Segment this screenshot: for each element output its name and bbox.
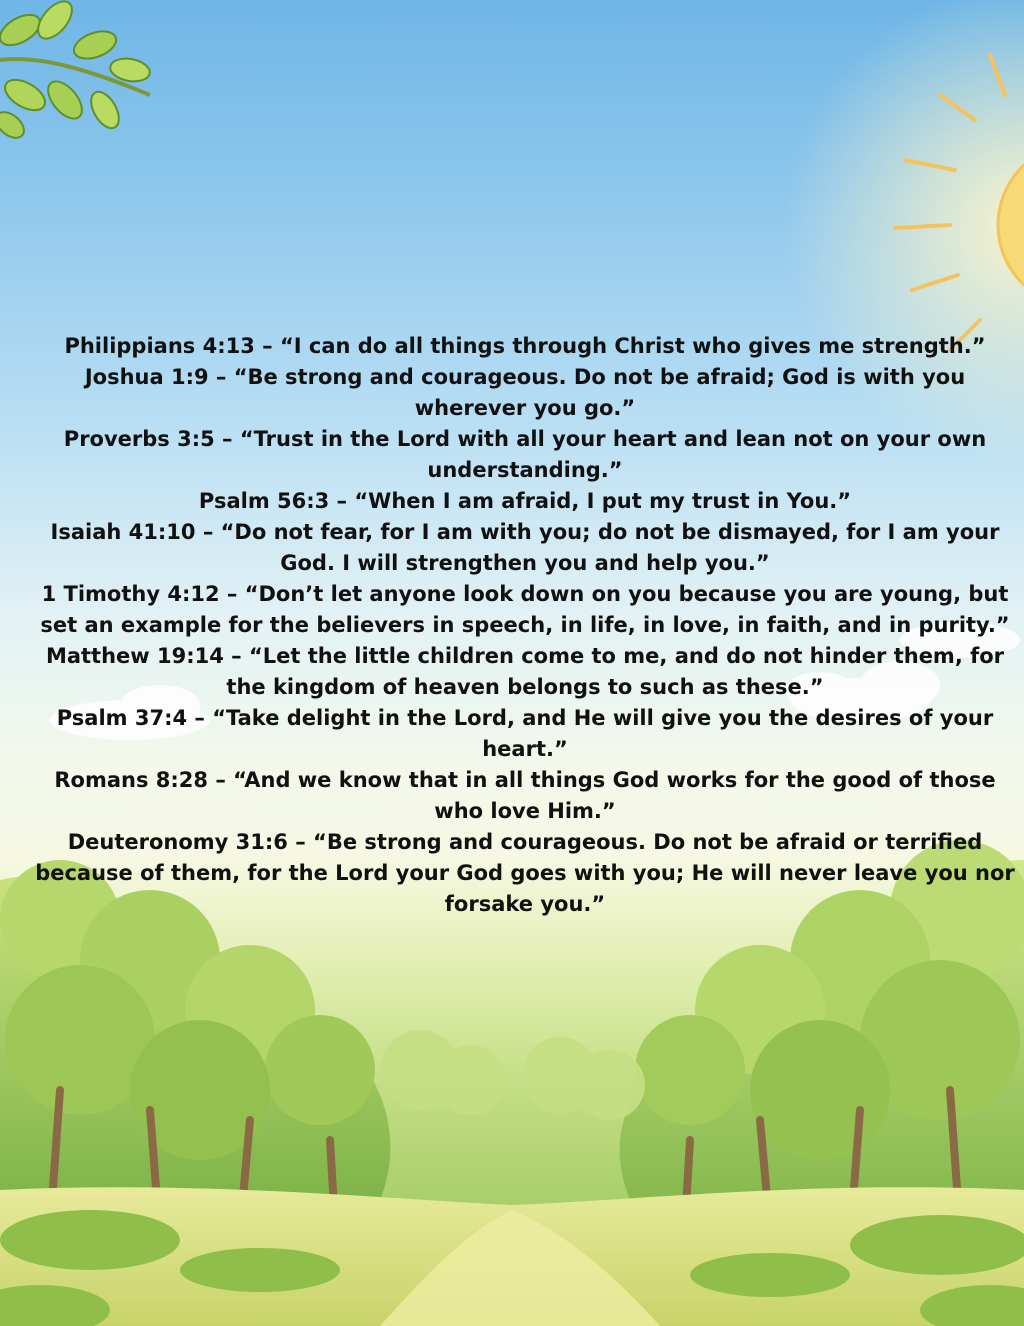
verse-deuteronomy-31-6: Deuteronomy 31:6 – “Be strong and courageous. Do not be afraid or terrified because of them, for the Lord your God goes with you; He will never leave you nor forsake you.” [35, 830, 1015, 916]
verse-philippians-4-13: Philippians 4:13 – “I can do all things through Christ who gives me strength.” [64, 334, 986, 358]
verse-proverbs-3-5: Proverbs 3:5 – “Trust in the Lord with all your heart and lean not on your own understanding.” [63, 427, 987, 482]
verse-psalm-56-3: Psalm 56:3 – “When I am afraid, I put my trust in You.” [198, 489, 852, 513]
verse-psalm-37-4: Psalm 37:4 – “Take delight in the Lord, and He will give you the desires of your heart.” [56, 706, 994, 761]
verse-romans-8-28: Romans 8:28 – “And we know that in all things God works for the good of those who love Him.” [54, 768, 996, 823]
verse-1-timothy-4-12: 1 Timothy 4:12 – “Don’t let anyone look down on you because you are young, but set an example for the believers in speech, in life, in love, in faith, and in purity.” [40, 582, 1010, 637]
tree-icon [380, 1030, 645, 1120]
verse-joshua-1-9: Joshua 1:9 – “Be strong and courageous. Do not be afraid; God is with you wherever you go.” [84, 365, 966, 420]
verse-list [30, 331, 1020, 920]
verse-isaiah-41-10: Isaiah 41:10 – “Do not fear, for I am with you; do not be dismayed, for I am your God. I will strengthen you and help you.” [50, 520, 1000, 575]
verse-matthew-19-14: Matthew 19:14 – “Let the little children come to me, and do not hinder them, for the kingdom of heaven belongs to such as these.” [45, 644, 1005, 699]
leaf-branch-icon [0, 0, 152, 143]
